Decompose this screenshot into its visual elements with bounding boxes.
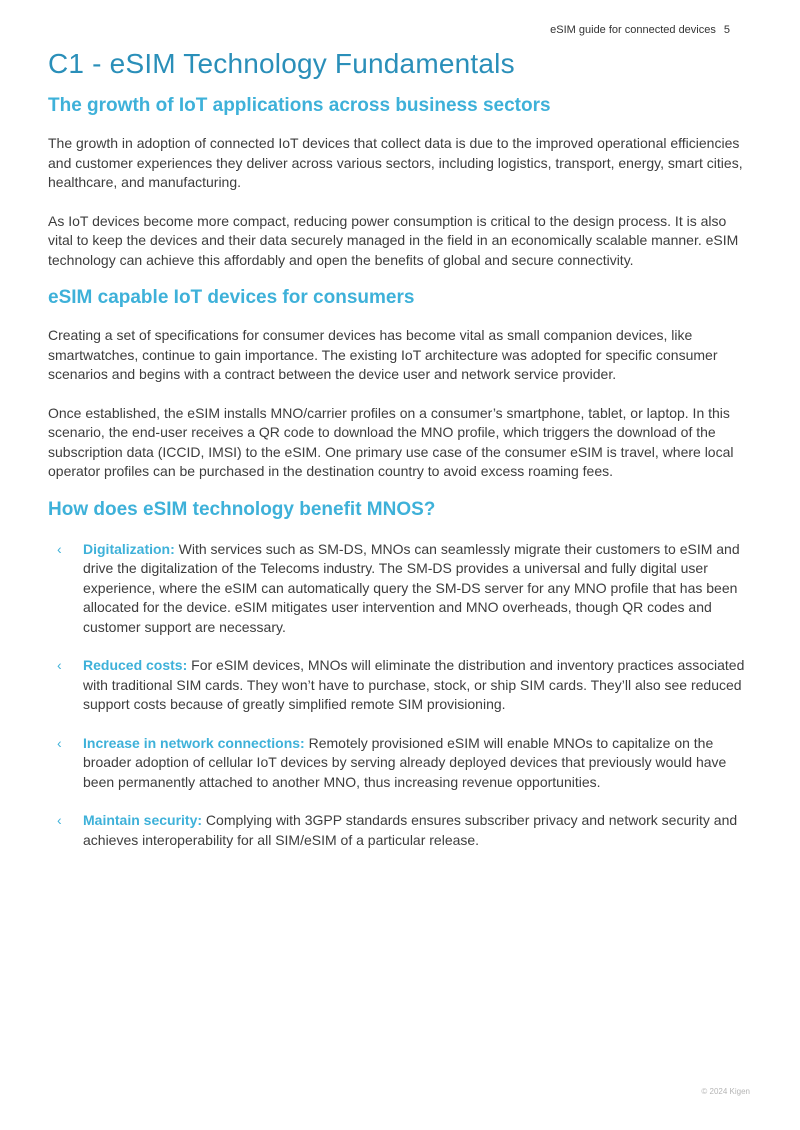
page-title: C1 - eSIM Technology Fundamentals <box>48 48 515 79</box>
list-item <box>48 811 748 850</box>
list-item <box>48 656 748 715</box>
bullet-label: Reduced costs: <box>83 657 188 673</box>
page-number: 5 <box>723 24 730 36</box>
chevron-left-icon: ‹ <box>57 812 62 828</box>
paragraph: Once established, the eSIM installs MNO/carrier profiles on a consumer’s smartphone, tablet, or laptop. In this scenario, the end-user receives a QR code to download the MNO profile, which triggers the download of the subscription data (ICCID, IMSI) to the eSIM. One primary use case of the consumer eSIM is travel, where local operator profiles can be purchased in the destination country to avoid excess roaming fees. <box>48 404 734 479</box>
bullet-label: Maintain security: <box>83 812 203 828</box>
bullet-text: With services such as SM-DS, MNOs can seamlessly migrate their customers to eSIM and drive the digitalization of the Telecoms industry. The SM-DS provides a universal and fully digital user experience, where the eSIM can automatically query the SM-DS server for any MNO profile that has been allocated for the device. eSIM mitigates user intervention and MNO overheads, though QR codes and customer support are necessary. <box>83 540 740 635</box>
bullet-label: Digitalization: <box>83 540 175 557</box>
paragraph: The growth in adoption of connected IoT devices that collect data is due to the improved operational efficiencies and customer experiences they deliver across various sectors, including logistics, transport, energy, smart cities, healthcare, and manufacturing. <box>48 135 743 190</box>
bullet-text: For eSIM devices, MNOs will eliminate the distribution and inventory practices associated with traditional SIM cards. They won’t have to purchase, stock, or ship SIM cards. They’ll also see reduced support costs because of greatly simplified remote SIM provisioning. <box>83 657 745 712</box>
copyright-footer: © 2024 Kigen <box>701 1087 750 1096</box>
list-item <box>48 734 748 793</box>
bullet-text: Remotely provisioned eSIM will enable MNOs to capitalize on the broader adoption of cellular IoT devices by serving already deployed devices that previously would have been permanently attached to another MNO, thus increasing revenue opportunities. <box>83 734 727 790</box>
chevron-left-icon: ‹ <box>57 540 62 557</box>
page-content <box>48 44 748 869</box>
paragraph: Creating a set of specifications for consumer devices has become vital as small companion devices, like smartwatches, continue to gain importance. The existing IoT architecture was adopted for specific consumer scenarios and begins with a contract between the device user and network service provider. <box>48 327 718 382</box>
bullet-text: Complying with 3GPP standards ensures subscriber privacy and network security and achieves interoperability for all SIM/eSIM of a particular release. <box>83 812 738 848</box>
header-title: eSIM guide for connected devices <box>550 24 716 36</box>
bullet-label: Increase in network connections: <box>83 734 305 751</box>
chevron-left-icon: ‹ <box>57 657 62 673</box>
section-heading-iot-growth: The growth of IoT applications across business sectors <box>48 95 551 116</box>
running-header <box>550 24 730 36</box>
section-heading-consumer-devices: eSIM capable IoT devices for consumers <box>48 287 415 308</box>
paragraph: As IoT devices become more compact, reducing power consumption is critical to the design process. It is also vital to keep the devices and their data securely managed in the field in an economically scalable manner. eSIM technology can achieve this affordably and open the benefits of global and secure connectivity. <box>48 212 739 268</box>
benefits-list <box>48 540 748 851</box>
section-heading-mno-benefits: How does eSIM technology benefit MNOS? <box>48 498 436 520</box>
list-item <box>48 540 748 638</box>
chevron-left-icon: ‹ <box>57 734 62 751</box>
